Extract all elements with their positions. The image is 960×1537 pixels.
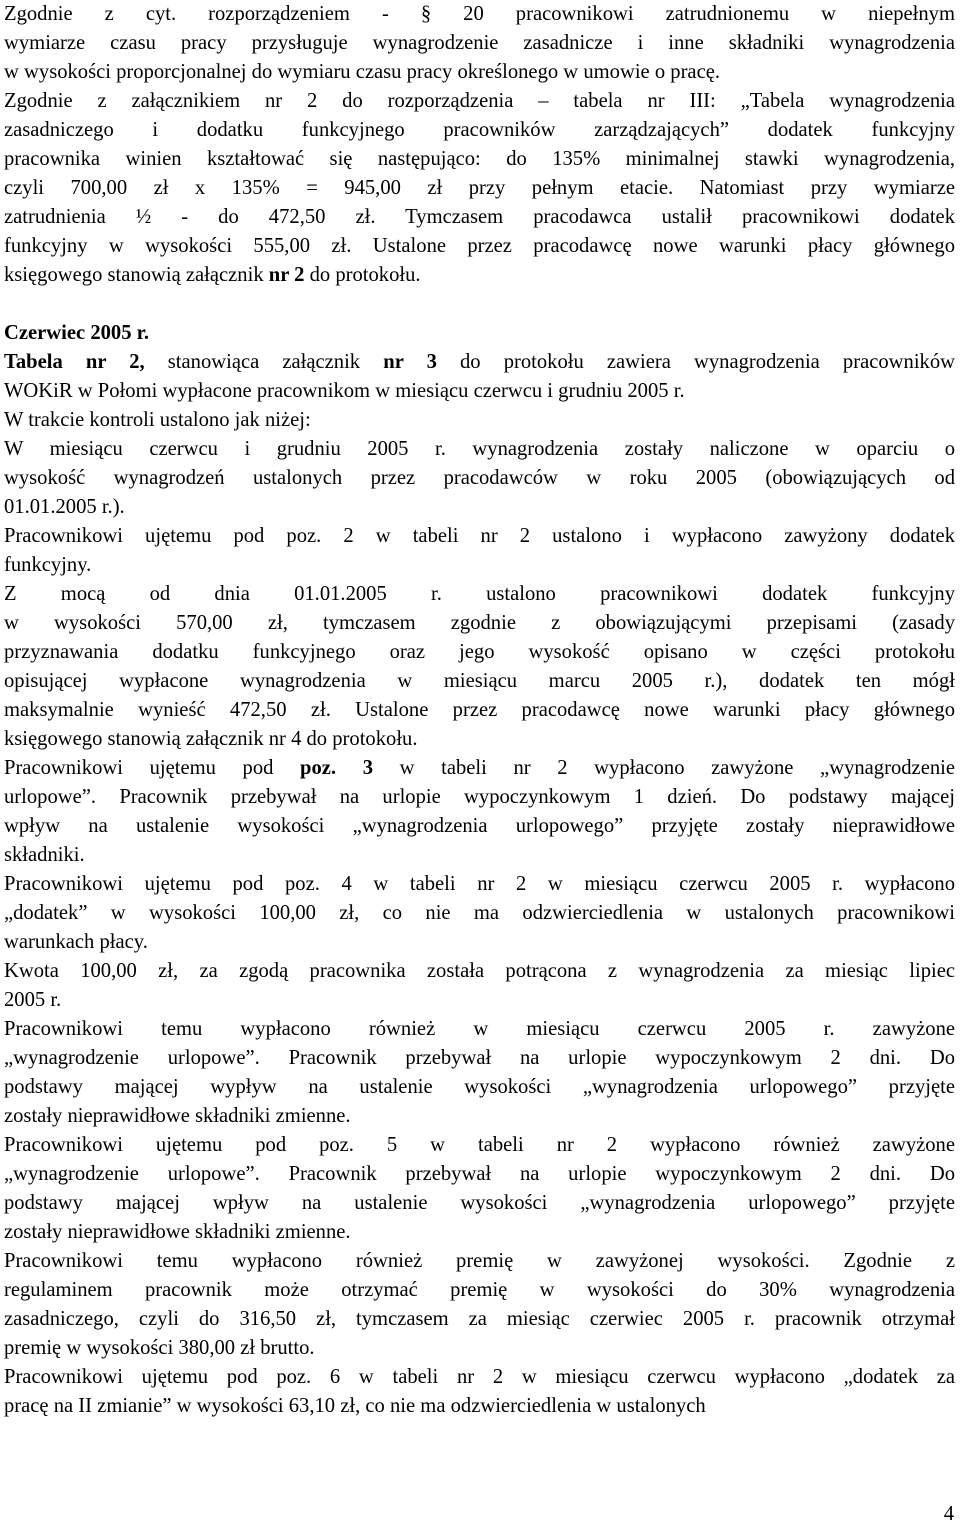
text-line: wpływ na ustalenie wysokości „wynagrodzenia urlopowego” przyjęte zostały nieprawidłowe — [4, 815, 955, 837]
text-line: urlopowe”. Pracownik przebywał na urlopie wypoczynkowym 1 dzień. Do podstawy mającej — [4, 786, 955, 808]
text-line: w wysokości proporcjonalnej do wymiaru czasu pracy określonego w umowie o pracę. — [4, 61, 720, 83]
text-line: w wysokości 570,00 zł, tymczasem zgodnie z obowiązującymi przepisami (zasady — [4, 612, 955, 634]
text-line — [4, 261, 955, 290]
text-line: podstawy mającej wypływ na ustalenie wysokości „wynagrodzenia urlopowego” przyjęte — [4, 1076, 955, 1098]
text-segment: stanowiąca załącznik — [144, 351, 384, 373]
text-segment: do protokołu. — [304, 264, 421, 286]
text-line: Zgodnie z załącznikiem nr 2 do rozporządzenia – tabela nr III: „Tabela wynagrodzenia — [4, 90, 955, 112]
text-line: zostały nieprawidłowe składniki zmienne. — [4, 1105, 351, 1127]
text-line: WOKiR w Połomi wypłacone pracownikom w miesiącu czerwcu i grudniu 2005 r. — [4, 380, 685, 402]
text-line: zatrudnienia ½ - do 472,50 zł. Tymczasem pracodawca ustalił pracownikowi dodatek — [4, 206, 955, 228]
text-line: zasadniczego i dodatku funkcyjnego pracowników zarządzających” dodatek funkcyjny — [4, 119, 955, 141]
text-segment: księgowego stanowią załącznik — [4, 264, 269, 286]
text-line: Z mocą od dnia 01.01.2005 r. ustalono pracownikowi dodatek funkcyjny — [4, 583, 955, 605]
bold-text: poz. 3 — [300, 757, 373, 779]
text-line: Pracownikowi temu wypłacono również w miesiącu czerwcu 2005 r. zawyżone — [4, 1018, 955, 1040]
bold-text: Tabela nr 2, — [4, 351, 145, 373]
text-line: zasadniczego, czyli do 316,50 zł, tymczasem za miesiąc czerwiec 2005 r. pracownik otrzymał — [4, 1308, 955, 1330]
text-line: W trakcie kontroli ustalono jak niżej: — [4, 409, 311, 431]
text-line: funkcyjny. — [4, 554, 92, 576]
text-line: składniki. — [4, 844, 85, 866]
text-line: W miesiącu czerwcu i grudniu 2005 r. wynagrodzenia zostały naliczone w oparciu o — [4, 438, 955, 460]
text-line: czyli 700,00 zł x 135% = 945,00 zł przy pełnym etacie. Natomiast przy wymiarze — [4, 177, 955, 199]
text-line — [4, 754, 955, 783]
text-line: 01.01.2005 r.). — [4, 496, 125, 518]
bold-text: nr 3 — [383, 351, 437, 373]
text-line: Pracownikowi ujętemu pod poz. 6 w tabeli nr 2 w miesiącu czerwcu wypłacono „dodatek za — [4, 1366, 955, 1388]
text-segment: do protokołu zawiera wynagrodzenia pracowników — [436, 351, 956, 373]
text-line: warunkach płacy. — [4, 931, 148, 953]
text-line — [4, 348, 955, 377]
text-line: wysokość wynagrodzeń ustalonych przez pracodawców w roku 2005 (obowiązujących od — [4, 467, 955, 489]
text-line: wymiarze czasu pracy przysługuje wynagrodzenie zasadnicze i inne składniki wynagrodzenia — [4, 32, 955, 54]
bold-text: Czerwiec 2005 r. — [4, 322, 150, 344]
bold-text: nr 2 — [268, 264, 305, 286]
text-line: Kwota 100,00 zł, za zgodą pracownika została potrącona z wynagrodzenia za miesiąc lipiec — [4, 960, 955, 982]
text-line: Pracownikowi ujętemu pod poz. 4 w tabeli nr 2 w miesiącu czerwcu 2005 r. wypłacono — [4, 873, 955, 895]
text-line: księgowego stanowią załącznik nr 4 do protokołu. — [4, 728, 418, 750]
page-number: 4 — [943, 1503, 954, 1525]
text-line: maksymalnie wynieść 472,50 zł. Ustalone przez pracodawcę nowe warunki płacy głównego — [4, 699, 955, 721]
text-line: podstawy mającej wpływ na ustalenie wysokości „wynagrodzenia urlopowego” przyjęte — [4, 1192, 955, 1214]
text-line: opisującej wypłacone wynagrodzenia w miesiącu marcu 2005 r.), dodatek ten mógł — [4, 670, 955, 692]
text-line: funkcyjny w wysokości 555,00 zł. Ustalone przez pracodawcę nowe warunki płacy głównego — [4, 235, 955, 257]
text-line: regulaminem pracownik może otrzymać premię w wysokości do 30% wynagrodzenia — [4, 1279, 955, 1301]
blank-line — [4, 290, 955, 319]
text-line: Pracownikowi ujętemu pod poz. 2 w tabeli nr 2 ustalono i wypłacono zawyżony dodatek — [4, 525, 955, 547]
text-line: premię w wysokości 380,00 zł brutto. — [4, 1337, 315, 1359]
text-segment: Pracownikowi ujętemu pod — [4, 757, 301, 779]
text-line: „wynagrodzenie urlopowe”. Pracownik przebywał na urlopie wypoczynkowym 2 dni. Do — [4, 1047, 955, 1069]
text-line: 2005 r. — [4, 989, 62, 1011]
text-line: pracę na II zmianie” w wysokości 63,10 zł, co nie ma odzwierciedlenia w ustalonych — [4, 1395, 706, 1417]
text-line — [4, 319, 955, 348]
text-line: Pracownikowi ujętemu pod poz. 5 w tabeli nr 2 wypłacono również zawyżone — [4, 1134, 955, 1156]
text-line: Pracownikowi temu wypłacono również premię w zawyżonej wysokości. Zgodnie z — [4, 1250, 955, 1272]
document-body — [4, 0, 955, 1421]
text-line: zostały nieprawidłowe składniki zmienne. — [4, 1221, 351, 1243]
text-line: „dodatek” w wysokości 100,00 zł, co nie ma odzwierciedlenia w ustalonych pracownikowi — [4, 902, 955, 924]
text-line: pracownika winien kształtować się następująco: do 135% minimalnej stawki wynagrodzenia, — [4, 148, 955, 170]
text-segment: w tabeli nr 2 wypłacono zawyżone „wynagrodzenie — [373, 757, 955, 779]
text-line: przyznawania dodatku funkcyjnego oraz jego wysokość opisano w części protokołu — [4, 641, 955, 663]
text-line: Zgodnie z cyt. rozporządzeniem - § 20 pracownikowi zatrudnionemu w niepełnym — [4, 3, 955, 25]
text-line: „wynagrodzenie urlopowe”. Pracownik przebywał na urlopie wypoczynkowym 2 dni. Do — [4, 1163, 955, 1185]
